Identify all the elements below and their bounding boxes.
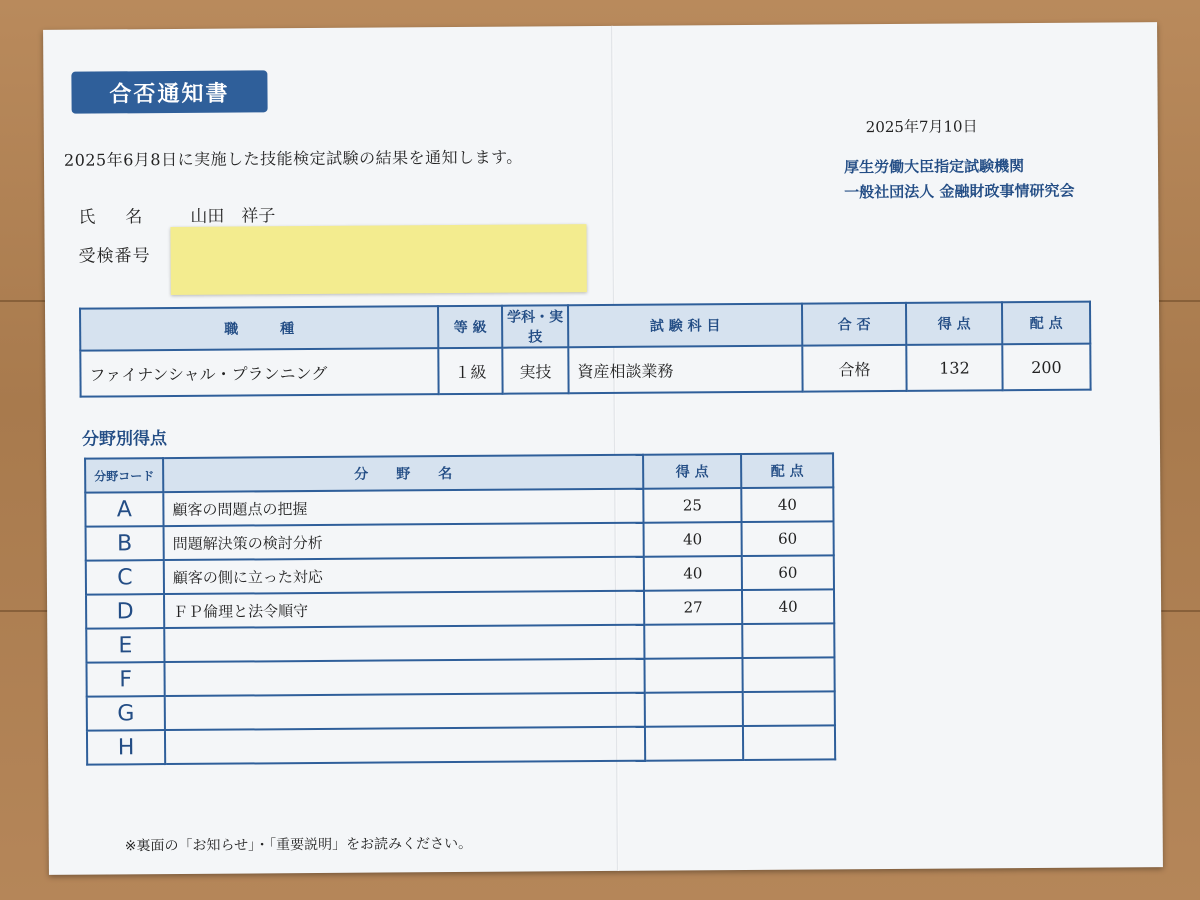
- field-name: 顧客の問題点の把握: [163, 489, 643, 526]
- subject-value: 資産相談業務: [568, 346, 802, 394]
- field-score: [644, 624, 742, 659]
- header-occupation: 職 種: [80, 306, 438, 350]
- header-field-name: 分 野 名: [163, 455, 643, 492]
- field-score: [644, 658, 742, 693]
- field-scores-table: [84, 452, 836, 765]
- issuer-line-2: 一般社団法人 金融財政事情研究会: [844, 181, 1075, 202]
- field-header-row: [85, 453, 833, 492]
- score-value: 132: [906, 344, 1002, 391]
- header-grade: 等 級: [438, 306, 502, 348]
- table-row: [86, 555, 834, 594]
- max-score-value: 200: [1002, 344, 1090, 391]
- table-row: [87, 725, 835, 764]
- header-field-code: 分野コード: [85, 458, 163, 493]
- field-name: [164, 625, 644, 662]
- field-score: 25: [643, 488, 741, 523]
- field-code: E: [86, 628, 164, 663]
- field-code: F: [86, 662, 164, 697]
- field-code: G: [87, 696, 165, 731]
- field-score: 40: [644, 556, 742, 591]
- table-row: [85, 487, 833, 526]
- field-max: [743, 725, 835, 760]
- sticky-note-redaction: [170, 224, 586, 295]
- table-row: [86, 623, 834, 662]
- occupation-value: ファイナンシャル・プランニング: [80, 348, 438, 396]
- field-score: [645, 726, 743, 761]
- table-row: [86, 589, 834, 628]
- field-max: 40: [742, 589, 834, 624]
- field-max: 60: [742, 555, 834, 590]
- field-max: [742, 623, 834, 658]
- result-header-row: [80, 302, 1090, 351]
- field-score: 27: [644, 590, 742, 625]
- header-subject: 試 験 科 目: [568, 304, 802, 348]
- grade-value: １級: [438, 348, 502, 394]
- document-title: 合否通知書: [71, 70, 267, 113]
- table-row: [87, 691, 835, 730]
- field-code: A: [85, 492, 163, 527]
- header-max-score: 配 点: [1002, 302, 1090, 345]
- field-name: 問題解決策の検討分析: [164, 523, 644, 560]
- footer-note: ※裏面の「お知らせ」・「重要説明」をお読みください。: [124, 835, 473, 855]
- field-name: ＦＰ倫理と法令順守: [164, 591, 644, 628]
- exam-number-label: 受検番号: [78, 246, 151, 267]
- field-name: [165, 693, 645, 730]
- header-pass-fail: 合 否: [802, 303, 906, 346]
- type-value: 実技: [502, 347, 568, 393]
- header-score: 得 点: [906, 302, 1002, 345]
- field-name: 顧客の側に立った対応: [164, 557, 644, 594]
- field-score: 40: [644, 522, 742, 557]
- field-max: [742, 657, 834, 692]
- field-code: B: [86, 526, 164, 561]
- name-value: 山田 祥子: [190, 206, 276, 227]
- field-scores-title: 分野別得点: [81, 429, 167, 450]
- table-row: [86, 521, 834, 560]
- field-score: [645, 692, 743, 727]
- issue-date: 2025年7月10日: [865, 117, 978, 137]
- intro-text: 2025年6月8日に実施した技能検定試験の結果を通知します。: [63, 147, 523, 170]
- field-max: 60: [742, 521, 834, 556]
- field-name: [164, 659, 644, 696]
- pass-fail-value: 合格: [802, 345, 906, 392]
- result-table: [79, 301, 1092, 398]
- notification-paper: [43, 22, 1163, 875]
- field-max: 40: [741, 487, 833, 522]
- table-row: [86, 657, 834, 696]
- field-code: C: [86, 560, 164, 595]
- field-code: D: [86, 594, 164, 629]
- header-type: 学科・実技: [502, 305, 568, 347]
- field-code: H: [87, 730, 165, 765]
- header-field-max: 配 点: [741, 453, 833, 488]
- result-row: [80, 344, 1090, 397]
- header-field-score: 得 点: [643, 454, 741, 489]
- field-max: [743, 691, 835, 726]
- field-name: [165, 727, 645, 764]
- name-label: 氏名: [78, 207, 173, 228]
- issuer-line-1: 厚生労働大臣指定試験機関: [843, 157, 1025, 177]
